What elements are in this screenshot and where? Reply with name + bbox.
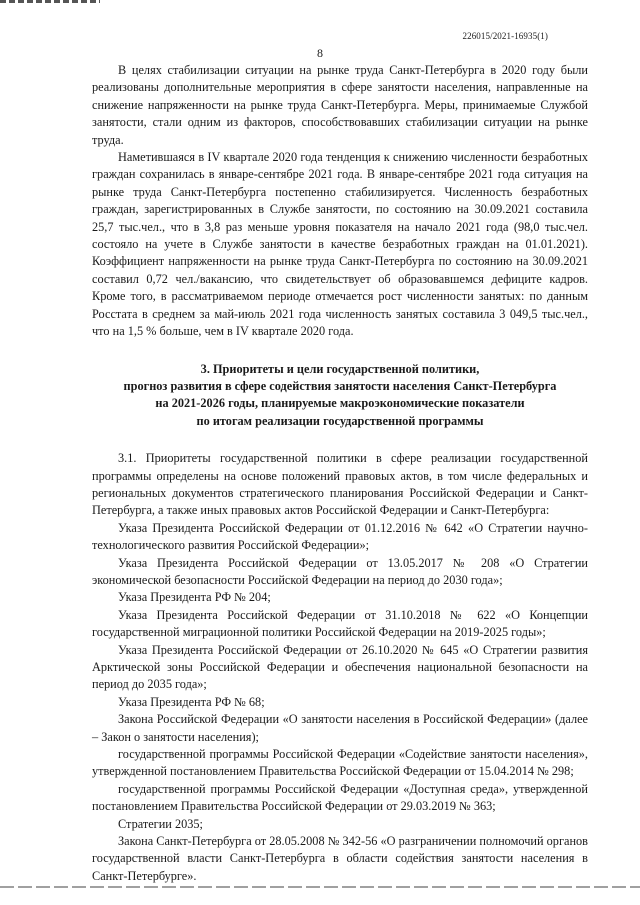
section-heading-line: на 2021-2026 годы, планируемые макроэкономические показатели bbox=[155, 396, 525, 411]
list-item: Указа Президента Российской Федерации от 31.10.2018 № 622 «О Концепции государственной миграционной политики Российской Федерации на 2019-2025 годы»; bbox=[92, 607, 588, 640]
page-number: 8 bbox=[317, 46, 323, 60]
scan-edge-top bbox=[0, 0, 100, 3]
list-item: Указа Президента РФ № 68; bbox=[118, 694, 265, 709]
list-item: государственной программы Российской Федерации «Доступная среда», утвержденной постановлением Правительства Российской Федерации от 29.03.2019 № 363; bbox=[92, 781, 588, 814]
list-item: Указа Президента Российской Федерации от 13.05.2017 № 208 «О Стратегии экономической безопасности Российской Федерации на период до 2030 года»; bbox=[92, 555, 588, 587]
section-heading-line: 3. Приоритеты и цели государственной политики, bbox=[200, 361, 480, 376]
list-item: Указа Президента РФ № 204; bbox=[118, 590, 271, 605]
section-heading-line: по итогам реализации государственной программы bbox=[196, 413, 484, 428]
document-body bbox=[92, 62, 588, 885]
list-item: государственной программы Российской Федерации «Содействие занятости населения», утвержденной постановлением Правительства Российской Федерации от 15.04.2014 № 298; bbox=[92, 747, 588, 779]
scan-edge-bottom bbox=[0, 886, 640, 888]
document-id: 226015/2021-16935(1) bbox=[462, 31, 548, 41]
list-item: Указа Президента Российской Федерации от 26.10.2020 № 645 «О Стратегии развития Арктической зоны Российской Федерации и обеспечения национальной безопасности на период до 2035 года»; bbox=[92, 642, 588, 692]
list-item: Закона Российской Федерации «О занятости населения в Российской Федерации» (далее – Закон о занятости населения); bbox=[92, 712, 588, 744]
list-item: Указа Президента Российской Федерации от 01.12.2016 № 642 «О Стратегии научно-технологического развития Российской Федерации»; bbox=[92, 520, 588, 553]
list-item: Стратегии 2035; bbox=[118, 816, 203, 831]
paragraph: Наметившаяся в IV квартале 2020 года тенденция к снижению численности безработных граждан сохранилась в январе-сентябре 2021 года. В январе-сентябре 2021 года ситуация на рынке труда Санкт-Петербурга постепенно стабилизируется. Численность безработных граждан, зарегистрированных в Службе занятости, по состоянию на 30.09.2021 составила 25,7 тыс.чел., что в 3,8 раз меньше уровня показателя на начало 2021 года (98,0 тыс.чел. состояло на учете в Службе занятости в качестве безработных граждан на 01.01.2021). Коэффициент напряженности на рынке труда Санкт-Петербурга по состоянию на 30.09.2021 составил 0,72 чел./вакансию, что свидетельствует об образовавшемся дефиците кадров. Кроме того, в рассматриваемом периоде отмечается рост численности занятых: по данным Росстата в среднем за май-июль 2021 года численность занятых составила 3 049,5 тыс.чел., что на 1,5 % больше, чем в IV квартале 2020 года. bbox=[92, 150, 588, 339]
paragraph: 3.1. Приоритеты государственной политики в сфере реализации государственной программы определены на основе положений правовых актов, в том числе федеральных и региональных документов стратегического планирования Российской Федерации и Санкт-Петербурга, а также иных правовых актов Российской Федерации и Санкт-Петербурга: bbox=[92, 451, 588, 518]
section-heading bbox=[92, 361, 588, 431]
list-item: Закона Санкт-Петербурга от 28.05.2008 № 342-56 «О разграничении полномочий органов государственной власти Санкт-Петербурга в области содействия занятости населения в Санкт-Петербурге». bbox=[92, 834, 588, 883]
paragraph: В целях стабилизации ситуации на рынке труда Санкт-Петербурга в 2020 году были реализованы дополнительные мероприятия в сфере занятости населения, направленные на снижение напряженности на рынке труда Санкт-Петербурга. Меры, принимаемые Службой занятости, стали одним из факторов, способствовавших стабилизации ситуации на рынке труда. bbox=[92, 63, 588, 147]
section-heading-line: прогноз развития в сфере содействия занятости населения Санкт-Петербурга bbox=[123, 378, 557, 393]
